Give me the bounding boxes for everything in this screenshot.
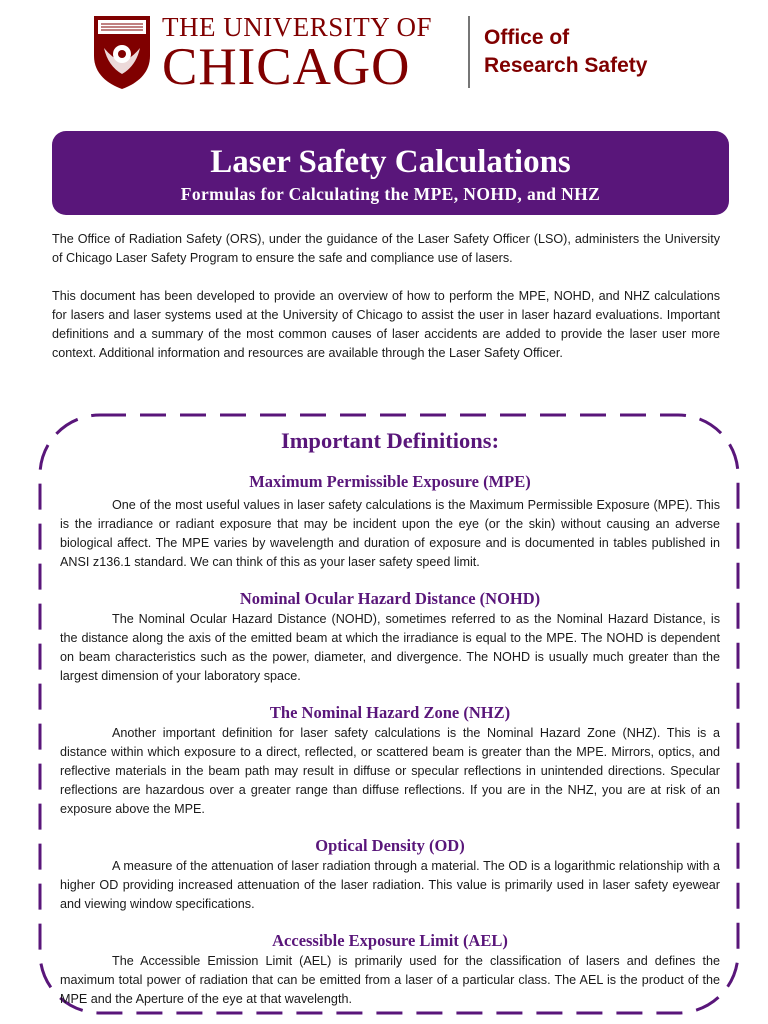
office-name-line1: Office of <box>484 26 570 49</box>
page-header <box>92 12 692 94</box>
office-name <box>484 24 647 80</box>
intro-paragraph-1: The Office of Radiation Safety (ORS), under the guidance of the Laser Safety Officer (LSO), administers the University of Chicago Laser Safety Program to ensure the safe and compliance use of lasers. <box>52 232 720 265</box>
university-name <box>162 12 482 96</box>
term-nohd: Nominal Ocular Hazard Distance (NOHD) <box>239 589 541 608</box>
university-name-line2: CHICAGO <box>162 38 411 96</box>
definitions-heading: Important Definitions: <box>280 428 500 453</box>
definition-nohd: The Nominal Ocular Hazard Distance (NOHD), sometimes referred to as the Nominal Hazard Distance, is the distance along the axis of the emitted beam at which the irradiance is equal to the MPE. The NOHD is dependent on beam characteristics such as the power, diameter, and divergence. The NOHD is usually much greater than the largest dimension of your laboratory space. <box>60 612 720 683</box>
definition-mpe: One of the most useful values in laser safety calculations is the Maximum Permissible Exposure (MPE). This is the irradiance or radiant exposure that may be incident upon the eye (or the skin) without causing an adverse biological affect. The MPE varies by wavelength and duration of exposure and is documented in tables published in ANSI z136.1 standard. We can think of this as your laser safety speed limit. <box>60 498 720 569</box>
term-mpe: Maximum Permissible Exposure (MPE) <box>249 472 531 491</box>
title-banner <box>52 131 729 215</box>
office-name-line2: Research Safety <box>484 54 648 77</box>
definition-ael: The Accessible Emission Limit (AEL) is primarily used for the classification of lasers and defines the maximum total power of radiation that can be emitted from a laser of a particular class. The AEL is the product of the MPE and the Aperture of the eye at that wavelength. <box>60 954 720 1006</box>
university-name-line1: THE UNIVERSITY OF <box>162 12 432 42</box>
intro-section <box>52 230 720 363</box>
university-crest-icon <box>92 14 152 90</box>
term-ael: Accessible Exposure Limit (AEL) <box>272 931 508 950</box>
header-divider <box>468 16 470 88</box>
term-nhz: The Nominal Hazard Zone (NHZ) <box>269 703 511 722</box>
definition-nhz: Another important definition for laser safety calculations is the Nominal Hazard Zone (NHZ). This is a distance within which exposure to a direct, reflected, or scattered beam is greater than the MPE. Mirrors, optics, and reflective materials in the beam path may result in diffuse or specular reflections in unintended directions. Specular reflections are hazardous over a greater range than diffuse reflections. If you are in the NHZ, you are at risk of an exposure above the MPE. <box>60 726 720 816</box>
document-title: Laser Safety Calculations <box>210 144 571 180</box>
document-subtitle: Formulas for Calculating the MPE, NOHD, and NHZ <box>180 184 601 204</box>
term-od: Optical Density (OD) <box>315 836 465 855</box>
definitions-section <box>60 428 720 1009</box>
intro-paragraph-2: This document has been developed to provide an overview of how to perform the MPE, NOHD, and NHZ calculations for lasers and laser systems used at the University of Chicago to assist the user in laser hazard evaluations. Important definitions and a summary of the most common causes of laser accidents are added to provide the laser user more context. Additional information and resources are available through the Laser Safety Officer. <box>52 289 720 360</box>
definition-od: A measure of the attenuation of laser radiation through a material. The OD is a logarithmic relationship with a higher OD providing increased attenuation of the laser radiation. This value is primarily used in laser safety eyewear and viewing window specifications. <box>60 859 720 911</box>
